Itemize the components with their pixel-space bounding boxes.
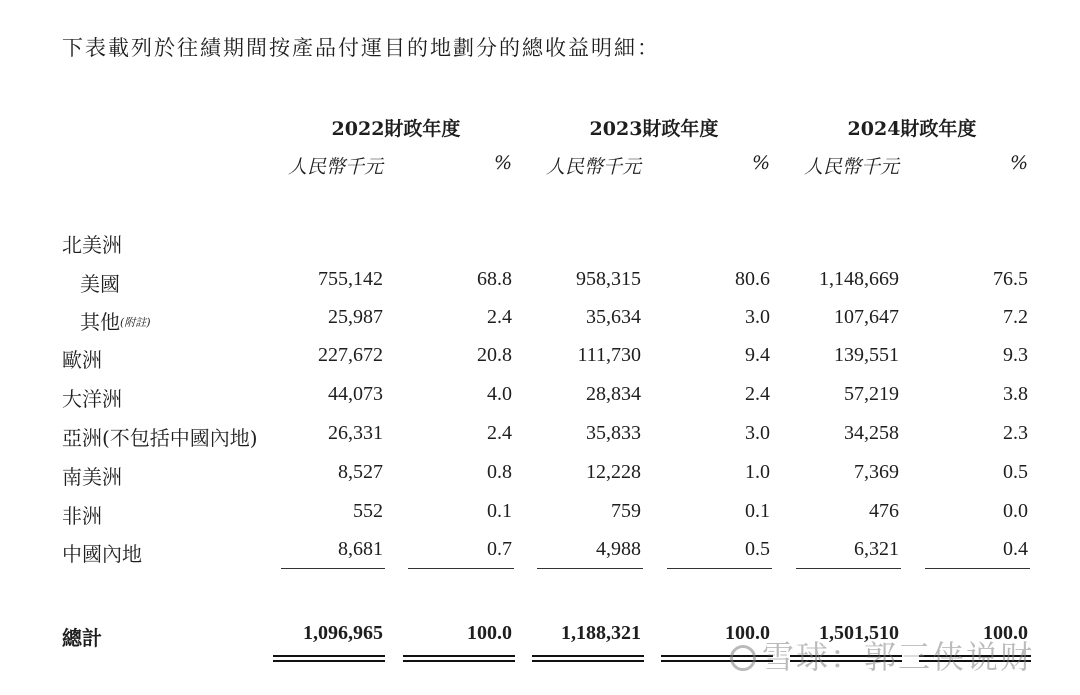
percent-cell: 2.4 xyxy=(487,306,512,328)
amount-cell: 26,331 xyxy=(328,422,383,444)
row-label xyxy=(62,422,258,451)
percent-cell: 0.7 xyxy=(487,538,512,560)
percent-cell: 0.8 xyxy=(487,461,512,483)
percent-cell: 0.1 xyxy=(745,500,770,522)
total-double-rule xyxy=(403,660,515,662)
row-label xyxy=(62,538,142,567)
amount-cell: 35,634 xyxy=(586,306,641,328)
percent-cell: 2.4 xyxy=(487,422,512,444)
row-note: (附註) xyxy=(120,316,151,329)
unit-currency-2024: 人民幣千元 xyxy=(803,156,899,178)
snowball-logo-icon xyxy=(730,645,756,671)
row-label xyxy=(80,306,151,335)
total-percent-cell: 100.0 xyxy=(983,622,1028,644)
row-label xyxy=(62,461,122,490)
row-label xyxy=(80,268,120,297)
percent-cell: 80.6 xyxy=(735,268,770,290)
amount-cell: 44,073 xyxy=(328,383,383,405)
table-row xyxy=(0,461,1080,491)
amount-cell: 1,148,669 xyxy=(819,268,899,290)
row-label xyxy=(62,344,102,373)
intro-text: 下表載列於往績期間按產品付運目的地劃分的總收益明細： xyxy=(62,36,660,60)
total-amount-cell: 1,096,965 xyxy=(303,622,383,644)
percent-cell: 0.0 xyxy=(1003,500,1028,522)
unit-currency-2023: 人民幣千元 xyxy=(545,156,641,178)
year-header-2024: 2024財政年度 xyxy=(847,118,977,140)
table-row xyxy=(0,344,1080,374)
percent-cell: 76.5 xyxy=(993,268,1028,290)
amount-cell: 552 xyxy=(353,500,383,522)
row-label-text: 大洋洲 xyxy=(62,387,122,411)
percent-cell: 0.1 xyxy=(487,500,512,522)
amount-cell: 107,647 xyxy=(834,306,899,328)
unit-pct-2022: % xyxy=(493,152,512,174)
amount-cell: 476 xyxy=(869,500,899,522)
amount-cell: 759 xyxy=(611,500,641,522)
amount-cell: 8,681 xyxy=(338,538,383,560)
subtotal-rule xyxy=(796,568,901,569)
table-row xyxy=(0,306,1080,336)
subtotal-rule xyxy=(281,568,385,569)
percent-cell: 0.5 xyxy=(745,538,770,560)
percent-cell: 2.4 xyxy=(745,383,770,405)
subtotal-rule xyxy=(925,568,1030,569)
row-label-text: 南美洲 xyxy=(62,465,122,489)
table-row xyxy=(0,268,1080,298)
table-row xyxy=(0,538,1080,568)
percent-cell: 3.8 xyxy=(1003,383,1028,405)
percent-cell: 9.3 xyxy=(1003,344,1028,366)
total-label: 總計 xyxy=(62,626,102,650)
row-label-text: 亞洲(不包括中國內地) xyxy=(62,426,258,450)
percent-cell: 0.5 xyxy=(1003,461,1028,483)
percent-cell: 3.0 xyxy=(745,422,770,444)
unit-pct-2023: % xyxy=(751,152,770,174)
row-label-text: 歐洲 xyxy=(62,348,102,372)
row-label-text: 美國 xyxy=(80,272,120,296)
total-double-rule xyxy=(532,660,644,662)
amount-cell: 139,551 xyxy=(834,344,899,366)
total-percent-cell: 100.0 xyxy=(725,622,770,644)
subtotal-rule xyxy=(667,568,772,569)
percent-cell: 3.0 xyxy=(745,306,770,328)
percent-cell: 20.8 xyxy=(477,344,512,366)
total-amount-cell: 1,501,510 xyxy=(819,622,899,644)
amount-cell: 6,321 xyxy=(854,538,899,560)
table-row xyxy=(0,500,1080,530)
unit-currency-2022: 人民幣千元 xyxy=(287,156,383,178)
table-row xyxy=(0,383,1080,413)
subtotal-rule xyxy=(537,568,643,569)
percent-cell: 2.3 xyxy=(1003,422,1028,444)
year-header-2023: 2023財政年度 xyxy=(589,118,719,140)
subtotal-rule xyxy=(408,568,514,569)
amount-cell: 28,834 xyxy=(586,383,641,405)
amount-cell: 35,833 xyxy=(586,422,641,444)
year-header-2022: 2022財政年度 xyxy=(331,118,461,140)
percent-cell: 68.8 xyxy=(477,268,512,290)
percent-cell: 4.0 xyxy=(487,383,512,405)
percent-cell: 0.4 xyxy=(1003,538,1028,560)
amount-cell: 227,672 xyxy=(318,344,383,366)
amount-cell: 7,369 xyxy=(854,461,899,483)
watermark-text: 雪球：郭三侠说财 xyxy=(762,638,1035,676)
percent-cell: 1.0 xyxy=(745,461,770,483)
total-double-rule xyxy=(273,660,385,662)
amount-cell: 111,730 xyxy=(577,344,641,366)
percent-cell: 9.4 xyxy=(745,344,770,366)
row-label xyxy=(62,383,122,412)
amount-cell: 8,527 xyxy=(338,461,383,483)
region-header-north-america: 北美洲 xyxy=(62,233,122,257)
amount-cell: 34,258 xyxy=(844,422,899,444)
row-label-text: 其他 xyxy=(80,310,120,334)
amount-cell: 755,142 xyxy=(318,268,383,290)
unit-pct-2024: % xyxy=(1009,152,1028,174)
row-label-text: 中國內地 xyxy=(62,542,142,566)
amount-cell: 25,987 xyxy=(328,306,383,328)
amount-cell: 958,315 xyxy=(576,268,641,290)
watermark xyxy=(730,632,1034,678)
total-double-rule xyxy=(532,655,644,657)
amount-cell: 57,219 xyxy=(844,383,899,405)
total-amount-cell: 1,188,321 xyxy=(561,622,641,644)
percent-cell: 7.2 xyxy=(1003,306,1028,328)
row-label xyxy=(62,500,102,529)
amount-cell: 4,988 xyxy=(596,538,641,560)
total-percent-cell: 100.0 xyxy=(467,622,512,644)
row-label-text: 非洲 xyxy=(62,504,102,528)
amount-cell: 12,228 xyxy=(586,461,641,483)
table-row xyxy=(0,422,1080,452)
total-double-rule xyxy=(403,655,515,657)
total-double-rule xyxy=(273,655,385,657)
